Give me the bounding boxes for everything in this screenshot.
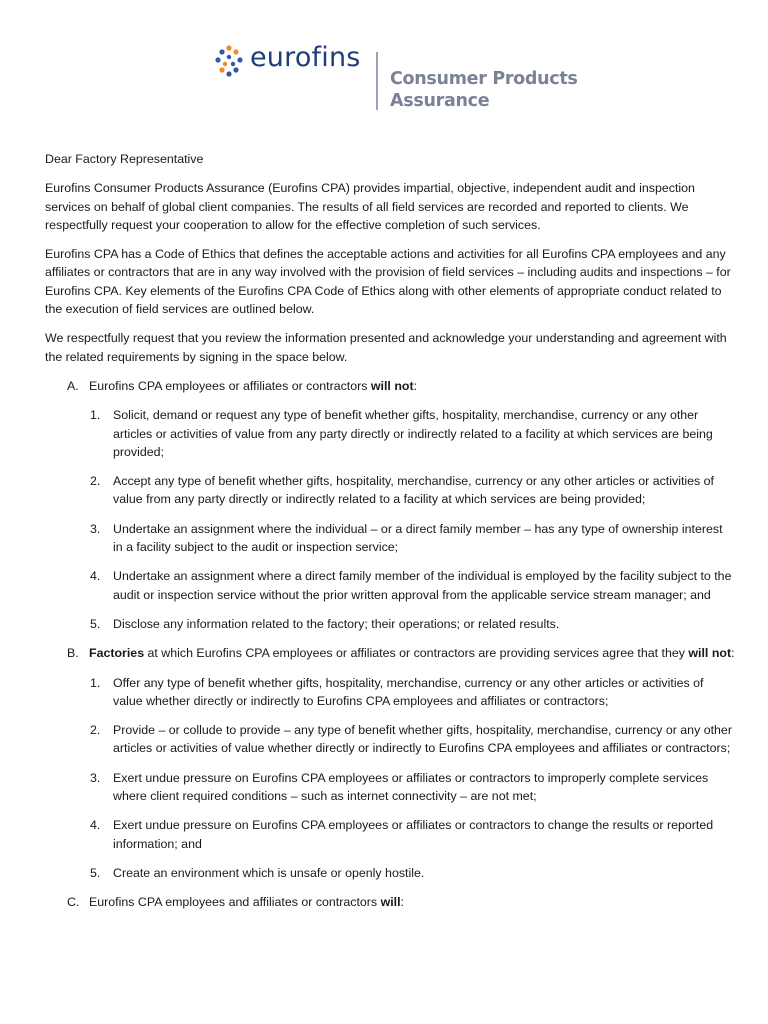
section-text: Eurofins CPA employees and affiliates or contractors bbox=[89, 895, 381, 910]
eurofins-logo-icon bbox=[214, 44, 244, 78]
item-number: 5. bbox=[90, 616, 101, 631]
item-text: Solicit, demand or request any type of benefit whether gifts, hospitality, merchandise, currency or any other articles or activities of value from any party directly or indirectly related to a facility at which services are being provided; bbox=[113, 408, 713, 459]
section-marker: A. bbox=[67, 378, 79, 393]
section-emphasis: will not bbox=[370, 378, 414, 393]
item-number: 4. bbox=[90, 569, 101, 584]
list-item bbox=[45, 816, 735, 853]
section-marker: C. bbox=[67, 895, 80, 910]
section-text: Eurofins CPA employees or affiliates or contractors bbox=[89, 378, 371, 393]
paragraph-request: We respectfully request that you review the information presented and acknowledge your understanding and agreement with the related requirements by signing in the space below. bbox=[45, 331, 727, 364]
section-tail: : bbox=[731, 646, 735, 661]
list-item bbox=[45, 615, 735, 633]
list-item bbox=[45, 674, 735, 711]
section-b-list bbox=[45, 674, 735, 883]
item-number: 3. bbox=[90, 521, 101, 536]
item-text: Exert undue pressure on Eurofins CPA employees or affiliates or contractors to change the results or reported information; and bbox=[113, 818, 714, 851]
list-item bbox=[45, 567, 735, 604]
item-number: 1. bbox=[90, 675, 101, 690]
section-c bbox=[45, 893, 735, 911]
list-item bbox=[45, 721, 735, 758]
item-number: 1. bbox=[90, 408, 101, 423]
section-a bbox=[45, 377, 735, 395]
list-item bbox=[45, 520, 735, 557]
tagline-line-1: Consumer Products bbox=[390, 69, 578, 89]
item-number: 3. bbox=[90, 770, 101, 785]
list-item bbox=[45, 769, 735, 806]
letter-body bbox=[45, 150, 735, 923]
section-tail: : bbox=[400, 895, 404, 910]
letterhead bbox=[0, 0, 768, 130]
item-number: 4. bbox=[90, 818, 101, 833]
item-text: Undertake an assignment where the individual – or a direct family member – has any type of ownership interest in a facility subject to the audit or inspection service; bbox=[113, 521, 723, 555]
item-text: Disclose any information related to the factory; their operations; or related results. bbox=[113, 616, 560, 631]
logo-wordmark: eurofins bbox=[250, 42, 361, 73]
item-text: Provide – or collude to provide – any type of benefit whether gifts, hospitality, merchandise, currency or any other articles or activities of value whether directly or indirectly to Eurofins CPA employees and affiliates or contractors; bbox=[113, 723, 732, 756]
section-emphasis: will bbox=[380, 895, 401, 910]
item-text: Accept any type of benefit whether gifts, hospitality, merchandise, currency or any other articles or activities of value from any party directly or indirectly related to a facility at which services are being provided; bbox=[113, 474, 714, 507]
item-number: 5. bbox=[90, 865, 101, 880]
salutation: Dear Factory Representative bbox=[45, 152, 204, 166]
section-lead: Factories bbox=[89, 646, 145, 661]
section-emphasis: will not bbox=[688, 646, 732, 661]
list-item bbox=[45, 864, 735, 882]
section-text: at which Eurofins CPA employees or affiliates or contractors are providing services agree that they bbox=[144, 646, 689, 661]
item-number: 2. bbox=[90, 474, 101, 489]
section-marker: B. bbox=[67, 646, 79, 661]
item-text: Create an environment which is unsafe or openly hostile. bbox=[113, 865, 425, 880]
item-text: Offer any type of benefit whether gifts, hospitality, merchandise, currency or any other articles or activities of value whether directly or indirectly to Eurofins CPA employees and affiliates or contractors; bbox=[113, 675, 704, 708]
item-text: Exert undue pressure on Eurofins CPA employees or affiliates or contractors to improperly complete services where client required conditions – such as internet connectivity – are not met; bbox=[113, 770, 709, 804]
logo-divider bbox=[376, 52, 378, 110]
section-b bbox=[45, 644, 735, 662]
item-text: Undertake an assignment where a direct family member of the individual is employed by the facility subject to the audit or inspection service without the prior written approval from the applicable service stream manager; and bbox=[113, 569, 732, 602]
section-tail: : bbox=[413, 378, 418, 393]
section-a-list bbox=[45, 406, 735, 633]
paragraph-intro: Eurofins Consumer Products Assurance (Eurofins CPA) provides impartial, objective, independent audit and inspection services on behalf of global client companies. The results of all field services are recorded and reported to clients. We respectfully request your cooperation to allow for the effective completion of such services. bbox=[45, 181, 695, 232]
item-number: 2. bbox=[90, 723, 101, 738]
division-tagline bbox=[390, 68, 578, 112]
list-item bbox=[45, 472, 735, 509]
tagline-line-2: Assurance bbox=[390, 91, 490, 111]
paragraph-code-of-ethics: Eurofins CPA has a Code of Ethics that defines the acceptable actions and activities for all Eurofins CPA employees and any affiliates or contractors that are in any way involved with the provision of field services – including audits and inspections – for Eurofins CPA. Key elements of the Eurofins CPA Code of Ethics along with other elements of appropriate conduct related to the execution of field services are outlined below. bbox=[45, 247, 731, 317]
list-item bbox=[45, 406, 735, 461]
